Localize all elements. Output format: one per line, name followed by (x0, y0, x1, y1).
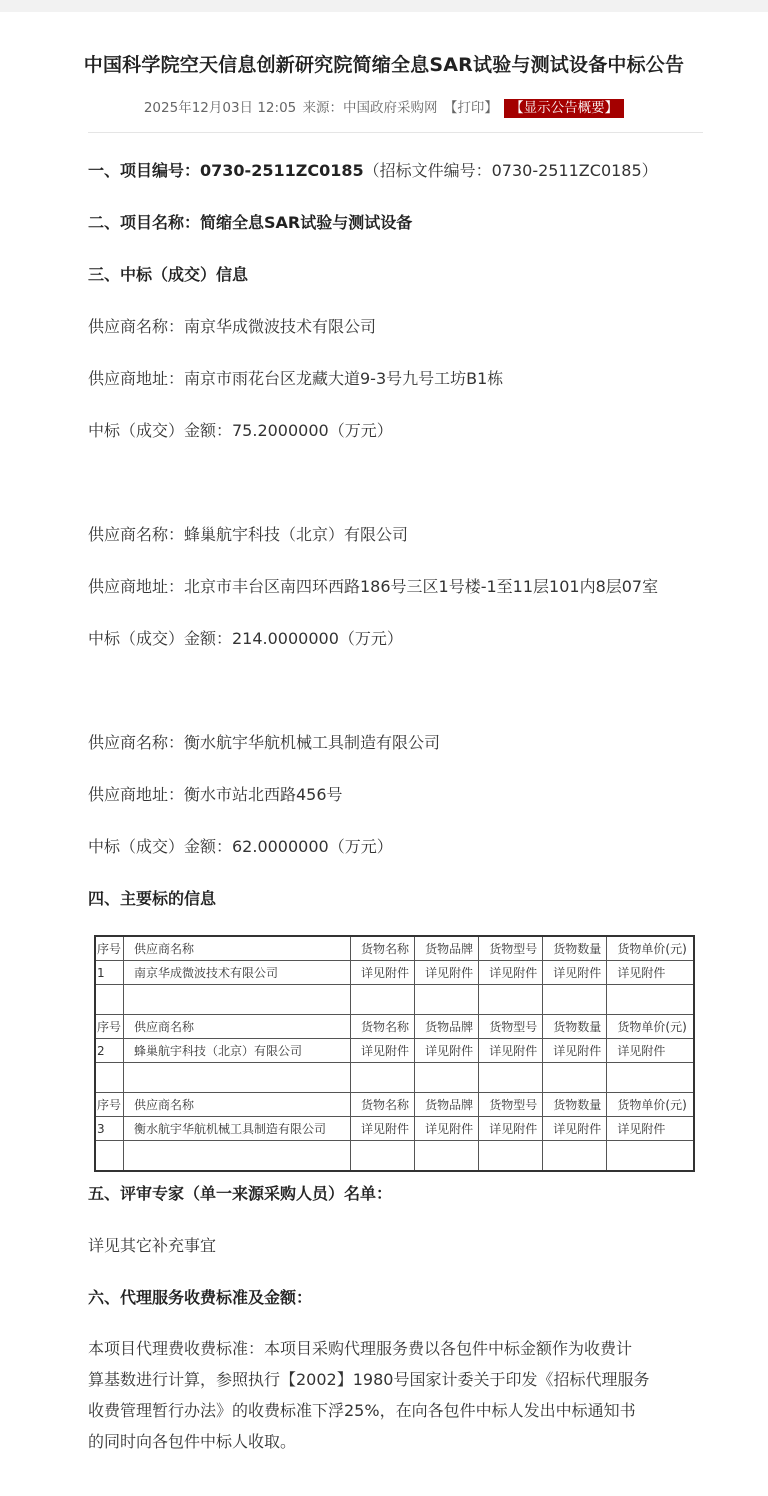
fee-line: 算基数进行计算，参照执行【2002】1980号国家计委关于印发《招标代理服务 (88, 1370, 650, 1389)
items-table (94, 935, 695, 1172)
project-name: 简缩全息SAR试验与测试设备 (200, 213, 413, 232)
supplier-amount: 中标（成交）金额：214.0000000（万元） (88, 629, 403, 648)
header-supplier: 供应商名称 (124, 936, 351, 961)
fee-paragraph (88, 1333, 698, 1457)
announcement-body (0, 159, 768, 1457)
cell-brand: 详见附件 (415, 1039, 479, 1063)
cell-goods-name: 详见附件 (351, 1039, 415, 1063)
header-seq: 序号 (95, 936, 124, 961)
supplier-address: 供应商地址：衡水市站北西路456号 (88, 785, 343, 804)
project-number: 0730-2511ZC0185 (200, 161, 364, 180)
supplier-name: 供应商名称：南京华成微波技术有限公司 (88, 317, 377, 336)
cell-model: 详见附件 (479, 961, 543, 985)
supplier-name: 供应商名称：蜂巢航宇科技（北京）有限公司 (88, 525, 409, 544)
header-quantity: 货物数量 (543, 1015, 607, 1039)
cell-unit-price: 详见附件 (607, 1117, 694, 1141)
supplier-amount: 中标（成交）金额：75.2000000（万元） (88, 421, 393, 440)
header-goods-name: 货物名称 (351, 1093, 415, 1117)
publish-datetime: 2025年12月03日 12:05 (143, 100, 297, 116)
supplier-amount: 中标（成交）金额：62.0000000（万元） (88, 837, 393, 856)
header-model: 货物型号 (479, 936, 543, 961)
cell-quantity: 详见附件 (543, 1039, 607, 1063)
header-seq: 序号 (95, 1093, 124, 1117)
section-award-heading: 三、中标（成交）信息 (88, 265, 249, 284)
section-project-number (88, 159, 698, 183)
fee-line: 本项目代理费收费标准：本项目采购代理服务费以各包件中标金额作为收费计 (88, 1339, 633, 1358)
show-summary-button[interactable]: 【显示公告概要】 (504, 99, 624, 118)
header-goods-name: 货物名称 (351, 1015, 415, 1039)
section-items-heading: 四、主要标的信息 (88, 889, 217, 908)
cell-goods-name: 详见附件 (351, 1117, 415, 1141)
table-spacer-row (95, 1063, 694, 1093)
supplier-address: 供应商地址：南京市雨花台区龙藏大道9-3号九号工坊B1栋 (88, 369, 504, 388)
table-header-row (95, 1015, 694, 1039)
header-seq: 序号 (95, 1015, 124, 1039)
project-number-label: 一、项目编号： (88, 161, 201, 180)
header-unit-price: 货物单价(元) (607, 936, 694, 961)
header-quantity: 货物数量 (543, 936, 607, 961)
cell-model: 详见附件 (479, 1039, 543, 1063)
cell-quantity: 详见附件 (543, 1117, 607, 1141)
table-row (95, 1039, 694, 1063)
section-fee-heading: 六、代理服务收费标准及金额： (88, 1288, 313, 1307)
experts-text: 详见其它补充事宜 (88, 1236, 217, 1255)
cell-seq: 3 (95, 1117, 124, 1141)
cell-unit-price: 详见附件 (607, 961, 694, 985)
table-row (95, 961, 694, 985)
supplier-name: 供应商名称：衡水航宇华航机械工具制造有限公司 (88, 733, 441, 752)
tender-file-number: （招标文件编号：0730-2511ZC0185） (363, 161, 658, 180)
table-row (95, 1117, 694, 1141)
table-header-row (95, 936, 694, 961)
top-bar (0, 0, 768, 12)
title-divider (88, 132, 703, 133)
cell-supplier: 衡水航宇华航机械工具制造有限公司 (124, 1117, 351, 1141)
table-header-row (95, 1093, 694, 1117)
cell-supplier: 蜂巢航宇科技（北京）有限公司 (124, 1039, 351, 1063)
project-name-label: 二、项目名称： (88, 213, 201, 232)
header-brand: 货物品牌 (415, 1015, 479, 1039)
cell-unit-price: 详见附件 (607, 1039, 694, 1063)
fee-line: 收费管理暂行办法》的收费标准下浮25%，在向各包件中标人发出中标通知书 (88, 1401, 636, 1420)
cell-brand: 详见附件 (415, 961, 479, 985)
header-model: 货物型号 (479, 1015, 543, 1039)
cell-seq: 1 (95, 961, 124, 985)
header-unit-price: 货物单价(元) (607, 1015, 694, 1039)
fee-line: 的同时向各包件中标人收取。 (88, 1432, 297, 1451)
header-model: 货物型号 (479, 1093, 543, 1117)
cell-quantity: 详见附件 (543, 961, 607, 985)
source-label: 来源：中国政府采购网 (302, 100, 438, 116)
header-supplier: 供应商名称 (124, 1015, 351, 1039)
header-supplier: 供应商名称 (124, 1093, 351, 1117)
header-unit-price: 货物单价(元) (607, 1093, 694, 1117)
table-spacer-row (95, 1141, 694, 1172)
header-brand: 货物品牌 (415, 1093, 479, 1117)
header-goods-name: 货物名称 (351, 936, 415, 961)
table-spacer-row (95, 985, 694, 1015)
header-quantity: 货物数量 (543, 1093, 607, 1117)
cell-model: 详见附件 (479, 1117, 543, 1141)
print-link[interactable]: 【打印】 (443, 100, 498, 116)
header-brand: 货物品牌 (415, 936, 479, 961)
cell-brand: 详见附件 (415, 1117, 479, 1141)
supplier-address: 供应商地址：北京市丰台区南四环西路186号三区1号楼-1至11层101内8层07室 (88, 577, 659, 596)
cell-seq: 2 (95, 1039, 124, 1063)
cell-supplier: 南京华成微波技术有限公司 (124, 961, 351, 985)
section-experts-heading: 五、评审专家（单一来源采购人员）名单： (88, 1184, 393, 1203)
cell-goods-name: 详见附件 (351, 961, 415, 985)
meta-line (0, 98, 768, 118)
section-project-name (88, 211, 698, 235)
page-title: 中国科学院空天信息创新研究院简缩全息SAR试验与测试设备中标公告 (83, 54, 685, 76)
